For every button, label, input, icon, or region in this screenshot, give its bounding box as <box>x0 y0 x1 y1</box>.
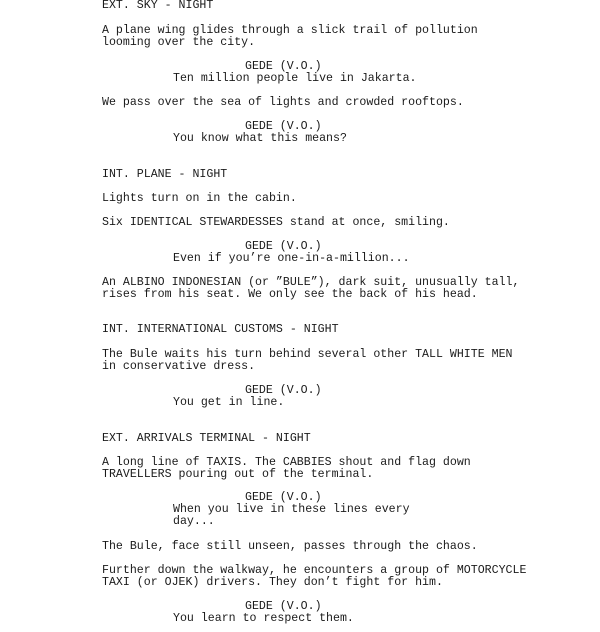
character-name: GEDE (V.O.) <box>245 120 322 133</box>
character-name: GEDE (V.O.) <box>245 60 322 73</box>
dialogue-line: You learn to respect them. <box>173 612 354 625</box>
scene-heading: INT. INTERNATIONAL CUSTOMS - NIGHT <box>102 323 339 336</box>
action-line: The Bule, face still unseen, passes through the chaos. <box>102 540 478 553</box>
character-name: GEDE (V.O.) <box>245 240 322 253</box>
character-name: GEDE (V.O.) <box>245 600 322 613</box>
character-name: GEDE (V.O.) <box>245 491 322 504</box>
dialogue-line: day... <box>173 515 215 528</box>
character-name: GEDE (V.O.) <box>245 384 322 397</box>
action-line: Further down the walkway, he encounters a group of MOTORCYCLE <box>102 564 527 577</box>
action-line: An ALBINO INDONESIAN (or ”BULE”), dark suit, unusually tall, <box>102 276 520 289</box>
action-line: rises from his seat. We only see the back of his head. <box>102 288 478 301</box>
action-line: We pass over the sea of lights and crowded rooftops. <box>102 96 464 109</box>
action-line: Lights turn on in the cabin. <box>102 192 297 205</box>
dialogue-line: You know what this means? <box>173 132 347 145</box>
action-line: in conservative dress. <box>102 360 256 373</box>
dialogue-line: You get in line. <box>173 396 285 409</box>
dialogue-line: Ten million people live in Jakarta. <box>173 72 417 85</box>
scene-heading: INT. PLANE - NIGHT <box>102 168 228 181</box>
scene-heading: EXT. SKY - NIGHT <box>102 0 214 12</box>
action-line: looming over the city. <box>102 36 256 49</box>
dialogue-line: Even if you’re one-in-a-million... <box>173 252 410 265</box>
dialogue-line: When you live in these lines every <box>173 503 410 516</box>
action-line: Six IDENTICAL STEWARDESSES stand at once, smiling. <box>102 216 450 229</box>
action-line: A plane wing glides through a slick trail of pollution <box>102 24 478 37</box>
action-line: A long line of TAXIS. The CABBIES shout and flag down <box>102 456 471 469</box>
action-line: TRAVELLERS pouring out of the terminal. <box>102 468 374 481</box>
action-line: TAXI (or OJEK) drivers. They don’t fight for him. <box>102 576 443 589</box>
action-line: The Bule waits his turn behind several other TALL WHITE MEN <box>102 348 513 361</box>
scene-heading: EXT. ARRIVALS TERMINAL - NIGHT <box>102 432 311 445</box>
